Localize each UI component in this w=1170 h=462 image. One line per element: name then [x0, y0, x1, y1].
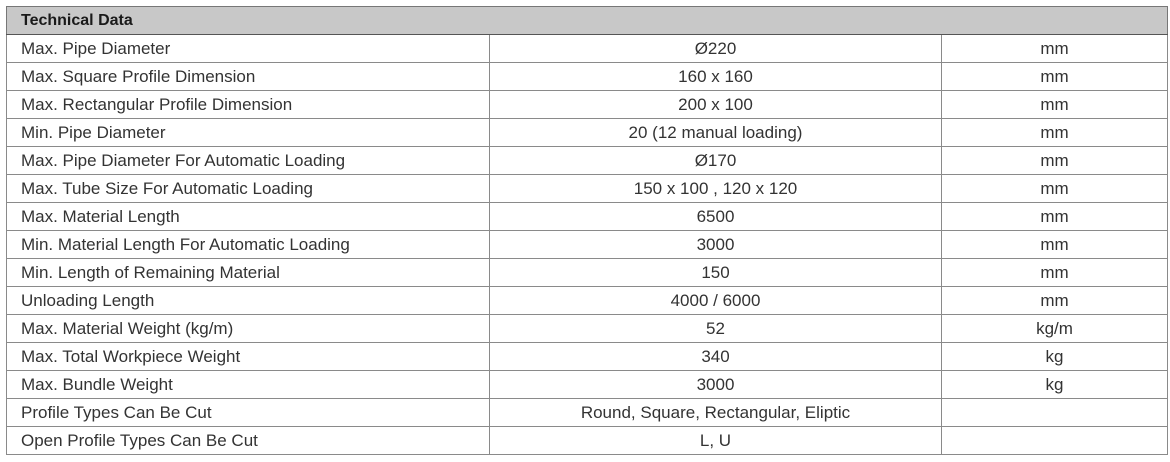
spec-value: 20 (12 manual loading): [490, 119, 942, 147]
spec-unit: mm: [942, 119, 1168, 147]
table-row: [7, 175, 1168, 203]
table-row: [7, 343, 1168, 371]
spec-label: Profile Types Can Be Cut: [7, 399, 490, 427]
spec-unit: kg: [942, 343, 1168, 371]
spec-unit: kg: [942, 371, 1168, 399]
table-row: [7, 91, 1168, 119]
spec-label: Max. Material Length: [7, 203, 490, 231]
spec-unit: [942, 427, 1168, 455]
spec-label: Max. Total Workpiece Weight: [7, 343, 490, 371]
table-row: [7, 63, 1168, 91]
spec-unit: mm: [942, 175, 1168, 203]
spec-unit: mm: [942, 63, 1168, 91]
spec-value: L, U: [490, 427, 942, 455]
spec-label: Max. Tube Size For Automatic Loading: [7, 175, 490, 203]
technical-data-table: [6, 6, 1168, 455]
table-row: [7, 287, 1168, 315]
table-row: [7, 399, 1168, 427]
spec-value: Round, Square, Rectangular, Eliptic: [490, 399, 942, 427]
table-body: [7, 35, 1168, 455]
spec-unit: [942, 399, 1168, 427]
spec-value: 340: [490, 343, 942, 371]
spec-unit: mm: [942, 203, 1168, 231]
spec-label: Max. Material Weight (kg/m): [7, 315, 490, 343]
table-row: [7, 35, 1168, 63]
spec-value: 160 x 160: [490, 63, 942, 91]
table-row: [7, 231, 1168, 259]
spec-unit: mm: [942, 259, 1168, 287]
table-row: [7, 119, 1168, 147]
spec-value: 200 x 100: [490, 91, 942, 119]
spec-label: Unloading Length: [7, 287, 490, 315]
spec-unit: mm: [942, 287, 1168, 315]
spec-unit: mm: [942, 231, 1168, 259]
spec-label: Max. Bundle Weight: [7, 371, 490, 399]
spec-unit: kg/m: [942, 315, 1168, 343]
spec-label: Min. Length of Remaining Material: [7, 259, 490, 287]
spec-value: 3000: [490, 231, 942, 259]
spec-label: Max. Rectangular Profile Dimension: [7, 91, 490, 119]
spec-unit: mm: [942, 91, 1168, 119]
spec-value: 6500: [490, 203, 942, 231]
spec-unit: mm: [942, 35, 1168, 63]
table-row: [7, 371, 1168, 399]
spec-label: Max. Square Profile Dimension: [7, 63, 490, 91]
spec-label: Open Profile Types Can Be Cut: [7, 427, 490, 455]
spec-label: Min. Material Length For Automatic Loading: [7, 231, 490, 259]
table-header-row: [7, 7, 1168, 35]
spec-value: 52: [490, 315, 942, 343]
table-title: Technical Data: [7, 7, 1168, 35]
spec-label: Min. Pipe Diameter: [7, 119, 490, 147]
spec-unit: mm: [942, 147, 1168, 175]
table-row: [7, 315, 1168, 343]
table-row: [7, 203, 1168, 231]
table-row: [7, 147, 1168, 175]
spec-value: 150 x 100 , 120 x 120: [490, 175, 942, 203]
spec-value: Ø170: [490, 147, 942, 175]
table-row: [7, 259, 1168, 287]
spec-value: Ø220: [490, 35, 942, 63]
spec-label: Max. Pipe Diameter: [7, 35, 490, 63]
spec-value: 150: [490, 259, 942, 287]
spec-value: 3000: [490, 371, 942, 399]
table-row: [7, 427, 1168, 455]
spec-label: Max. Pipe Diameter For Automatic Loading: [7, 147, 490, 175]
spec-value: 4000 / 6000: [490, 287, 942, 315]
